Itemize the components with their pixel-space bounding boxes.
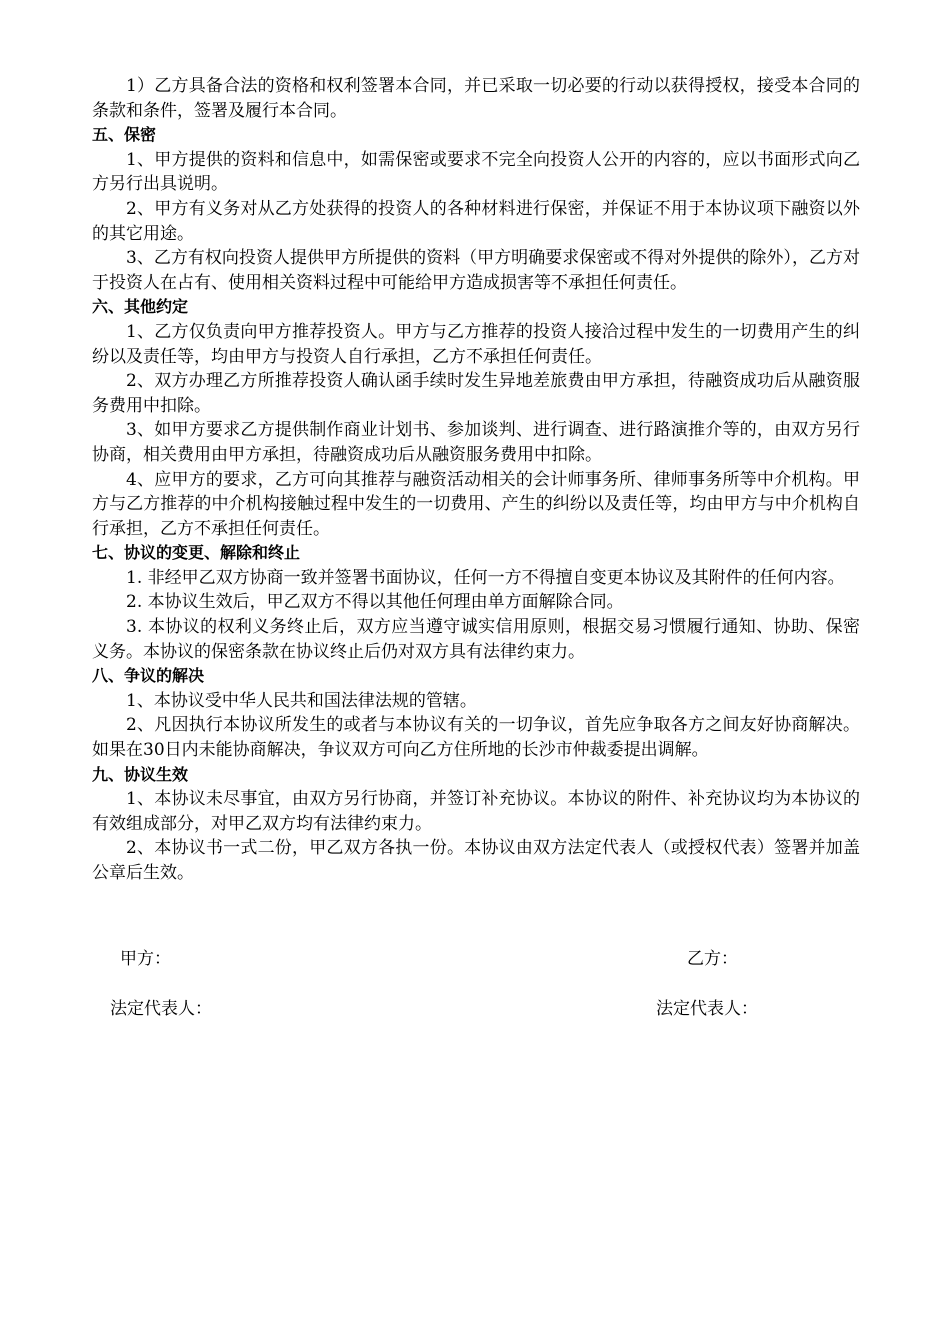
clause-paragraph: 3、乙方有权向投资人提供甲方所提供的资料（甲方明确要求保密或不得对外提供的除外），乙方对于投资人在占有、使用相关资料过程中可能给甲方造成损害等不承担任何责任。 [92, 248, 860, 293]
clause-paragraph: 2、凡因执行本协议所发生的或者与本协议有关的一切争议，首先应争取各方之间友好协商解决。如果在30日内未能协商解决，争议双方可向乙方住所地的长沙市仲裁委提出调解。 [92, 715, 860, 761]
clause-paragraph: 4、应甲方的要求，乙方可向其推荐与融资活动相关的会计师事务所、律师事务所等中介机构。甲方与乙方推荐的中介机构接触过程中发生的一切费用、产生的纠纷以及责任等，均由甲方与中介机构自行承担，乙方不承担任何责任。 [92, 469, 860, 539]
clause-paragraph: 1、乙方仅负责向甲方推荐投资人。甲方与乙方推荐的投资人接洽过程中发生的一切费用产生的纠纷以及责任等，均由甲方与投资人自行承担，乙方不承担任何责任。 [92, 321, 860, 367]
section-heading-other-agreements: 六、其他约定 [92, 297, 189, 317]
section-heading-amendment-termination: 七、协议的变更、解除和终止 [92, 543, 301, 563]
section-heading-dispute-resolution: 八、争议的解决 [92, 666, 205, 686]
clause-paragraph: 2、甲方有义务对从乙方处获得的投资人的各种材料进行保密，并保证不用于本协议项下融资以外的其它用途。 [92, 198, 860, 244]
party-a-label: 甲方： [120, 949, 171, 969]
section-heading-effectiveness: 九、协议生效 [92, 764, 189, 784]
section-heading-confidentiality: 五、保密 [92, 125, 157, 145]
clause-paragraph: 3、如甲方要求乙方提供制作商业计划书、参加谈判、进行调查、进行路演推介等的，由双方另行协商，相关费用由甲方承担，待融资成功后从融资服务费用中扣除。 [92, 420, 860, 465]
party-b-label: 乙方： [687, 949, 738, 969]
clause-paragraph: 1. 非经甲乙双方协商一致并签署书面协议，任何一方不得擅自变更本协议及其附件的任何内容。 [126, 567, 845, 588]
clause-paragraph: 1、本协议未尽事宜，由双方另行协商，并签订补充协议。本协议的附件、补充协议均为本协议的有效组成部分，对甲乙双方均有法律约束力。 [92, 789, 860, 834]
clause-paragraph: 1、本协议受中华人民共和国法律法规的管辖。 [126, 690, 477, 711]
party-b-legal-representative-label: 法定代表人： [656, 999, 758, 1019]
clause-paragraph: 3. 本协议的权利义务终止后，双方应当遵守诚实信用原则，根据交易习惯履行通知、协助、保密义务。本协议的保密条款在协议终止后仍对双方具有法律约束力。 [92, 617, 860, 662]
clause-paragraph: 2、双方办理乙方所推荐投资人确认函手续时发生异地差旅费由甲方承担，待融资成功后从融资服务费用中扣除。 [92, 371, 860, 416]
clause-paragraph: 2. 本协议生效后，甲乙双方不得以其他任何理由单方面解除合同。 [126, 592, 624, 613]
clause-paragraph: 2、本协议书一式二份，甲乙双方各执一份。本协议由双方法定代表人（或授权代表）签署并加盖公章后生效。 [92, 838, 860, 883]
clause-paragraph: 1、甲方提供的资料和信息中，如需保密或要求不完全向投资人公开的内容的，应以书面形式向乙方另行出具说明。 [92, 149, 860, 195]
party-a-legal-representative-label: 法定代表人： [110, 999, 212, 1019]
clause-paragraph: 1）乙方具备合法的资格和权利签署本合同，并已采取一切必要的行动以获得授权，接受本合同的条款和条件，签署及履行本合同。 [92, 76, 860, 121]
contract-body [92, 74, 860, 886]
